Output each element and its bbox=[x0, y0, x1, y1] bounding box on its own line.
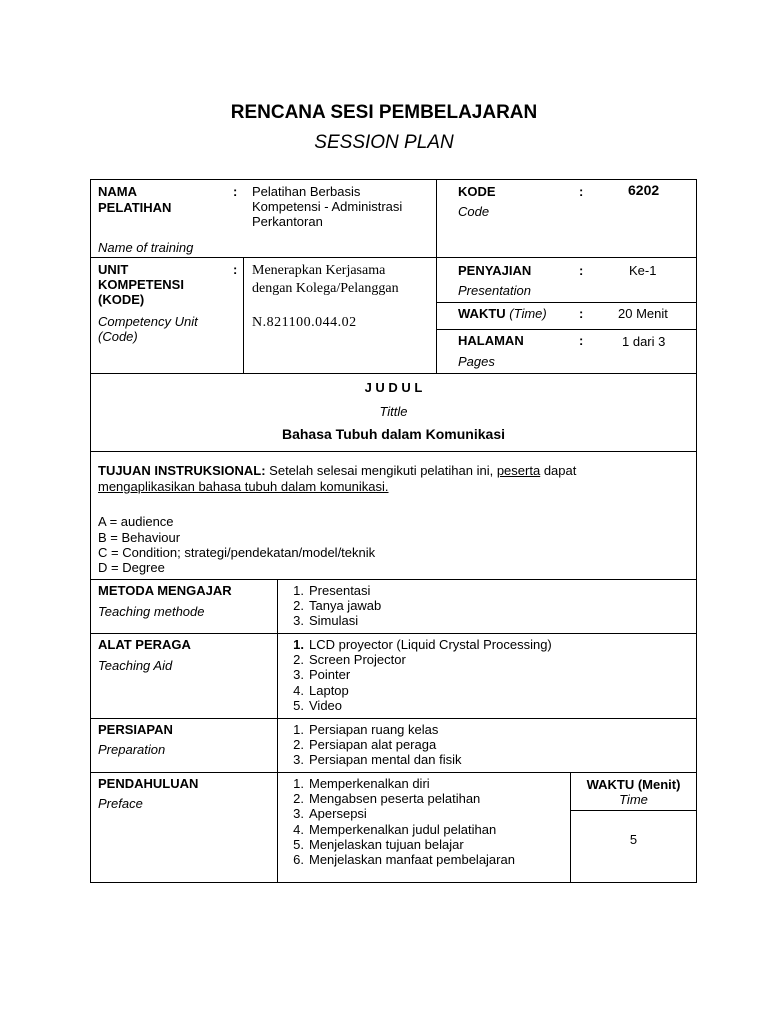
tujuan-line2: mengaplikasikan bahasa tubuh dalam komunikasi. bbox=[98, 479, 389, 494]
tujuan-text1: Setelah selesai mengikuti pelatihan ini, bbox=[265, 463, 497, 478]
col-divider bbox=[277, 579, 278, 882]
nama-value-line2: Kompetensi - Administrasi bbox=[252, 199, 403, 214]
row-divider bbox=[91, 451, 696, 452]
colon: : bbox=[579, 184, 584, 199]
nama-value-line1: Pelatihan Berbasis bbox=[252, 184, 361, 199]
metoda-list bbox=[286, 583, 381, 629]
waktu-label-row bbox=[458, 306, 547, 321]
abcd-b: B = Behaviour bbox=[98, 530, 181, 545]
pendahuluan-waktu-label: WAKTU (Menit) bbox=[586, 777, 681, 792]
kode-label: KODE bbox=[458, 184, 496, 199]
nama-label-2: PELATIHAN bbox=[98, 200, 172, 215]
unit-label-line1: UNIT bbox=[98, 262, 129, 277]
persiapan-label-en: Preparation bbox=[98, 742, 166, 757]
row-divider bbox=[91, 373, 696, 374]
colon: : bbox=[233, 184, 238, 199]
colon: : bbox=[579, 306, 584, 321]
row-divider bbox=[570, 810, 696, 811]
persiapan-list bbox=[286, 722, 461, 768]
tujuan-label: TUJUAN INSTRUKSIONAL: bbox=[98, 463, 266, 478]
judul-label: J U D U L bbox=[364, 380, 423, 395]
unit-label-line2: KOMPETENSI bbox=[98, 277, 184, 292]
judul-value: Bahasa Tubuh dalam Komunikasi bbox=[281, 426, 505, 442]
metoda-label-en: Teaching methode bbox=[98, 604, 205, 619]
col-divider bbox=[243, 257, 244, 373]
row-divider bbox=[91, 257, 696, 258]
page-title: RENCANA SESI PEMBELAJARAN bbox=[230, 102, 538, 123]
session-plan-table bbox=[90, 179, 697, 883]
pendahuluan-waktu-value: 5 bbox=[629, 832, 638, 847]
list-item: 3. Persiapan mental dan fisik bbox=[293, 752, 462, 768]
list-item: 4. Memperkenalkan judul pelatihan bbox=[293, 821, 497, 837]
pendahuluan-label-en: Preface bbox=[98, 796, 143, 811]
row-divider bbox=[91, 718, 696, 719]
colon: : bbox=[579, 263, 584, 278]
pendahuluan-list bbox=[286, 776, 515, 867]
abcd-c: C = Condition; strategi/pendekatan/model/teknik bbox=[98, 545, 376, 560]
alat-list bbox=[286, 637, 552, 713]
colon: : bbox=[233, 262, 238, 277]
kode-value: 6202 bbox=[628, 182, 660, 198]
waktu-label: WAKTU bbox=[458, 306, 506, 321]
tujuan-text2: dapat bbox=[540, 463, 577, 478]
list-item: 4. Laptop bbox=[293, 682, 349, 698]
penyajian-value: Ke-1 bbox=[629, 263, 657, 278]
list-item: 3. Pointer bbox=[293, 667, 351, 683]
waktu-label-en: (Time) bbox=[509, 306, 547, 321]
col-divider bbox=[436, 180, 437, 373]
list-item: 1. LCD proyector (Liquid Crystal Processing) bbox=[293, 637, 552, 652]
waktu-value: 20 Menit bbox=[618, 306, 668, 321]
unit-label-en-line1: Competency Unit bbox=[98, 314, 198, 329]
list-item: 2. Mengabsen peserta pelatihan bbox=[293, 791, 481, 807]
alat-label-en: Teaching Aid bbox=[98, 658, 173, 673]
unit-label-line3: (KODE) bbox=[98, 292, 145, 307]
list-item: 2. Tanya jawab bbox=[293, 598, 382, 614]
list-item: 1. Persiapan ruang kelas bbox=[293, 722, 439, 737]
pendahuluan-label: PENDAHULUAN bbox=[98, 776, 199, 791]
list-item: 5. Video bbox=[293, 697, 343, 713]
unit-label-en-line2: (Code) bbox=[98, 329, 138, 344]
row-divider bbox=[91, 772, 696, 773]
unit-value-line1: Menerapkan Kerjasama bbox=[252, 263, 386, 278]
row-divider bbox=[91, 579, 696, 580]
list-item: 3. Apersepsi bbox=[293, 806, 367, 822]
tujuan-line1 bbox=[98, 463, 576, 478]
penyajian-label: PENYAJIAN bbox=[458, 263, 532, 278]
unit-value-line2: dengan Kolega/Pelanggan bbox=[252, 281, 399, 296]
abcd-a: A = audience bbox=[98, 514, 174, 529]
list-item: 1. Memperkenalkan diri bbox=[293, 776, 430, 791]
halaman-label-en: Pages bbox=[458, 354, 495, 369]
pendahuluan-waktu-label-en: Time bbox=[619, 792, 648, 807]
unit-code: N.821100.044.02 bbox=[252, 315, 357, 330]
halaman-label: HALAMAN bbox=[458, 333, 524, 348]
abcd-d: D = Degree bbox=[98, 560, 165, 575]
list-item: 2. Screen Projector bbox=[293, 652, 406, 668]
list-item: 2. Persiapan alat peraga bbox=[293, 737, 437, 753]
row-divider bbox=[91, 633, 696, 634]
tujuan-peserta: peserta bbox=[496, 463, 541, 478]
list-item: 5. Menjelaskan tujuan belajar bbox=[293, 836, 464, 852]
judul-label-en: Tittle bbox=[379, 404, 408, 419]
page-subtitle: SESSION PLAN bbox=[314, 132, 454, 153]
penyajian-label-en: Presentation bbox=[458, 283, 531, 298]
persiapan-label: PERSIAPAN bbox=[98, 722, 173, 737]
list-item: 6. Menjelaskan manfaat pembelajaran bbox=[293, 852, 515, 868]
nama-value-line3: Perkantoran bbox=[252, 214, 323, 229]
nama-label: NAMA bbox=[98, 184, 137, 199]
metoda-label: METODA MENGAJAR bbox=[98, 583, 232, 598]
colon: : bbox=[579, 333, 584, 348]
list-item: 3. Simulasi bbox=[293, 613, 359, 629]
list-item: 1. Presentasi bbox=[293, 583, 371, 598]
row-divider bbox=[436, 329, 696, 330]
row-divider bbox=[436, 302, 696, 303]
nama-label-en: Name of training bbox=[98, 240, 194, 255]
halaman-value: 1 dari 3 bbox=[622, 334, 666, 349]
kode-label-en: Code bbox=[458, 204, 490, 219]
alat-label: ALAT PERAGA bbox=[98, 637, 191, 652]
